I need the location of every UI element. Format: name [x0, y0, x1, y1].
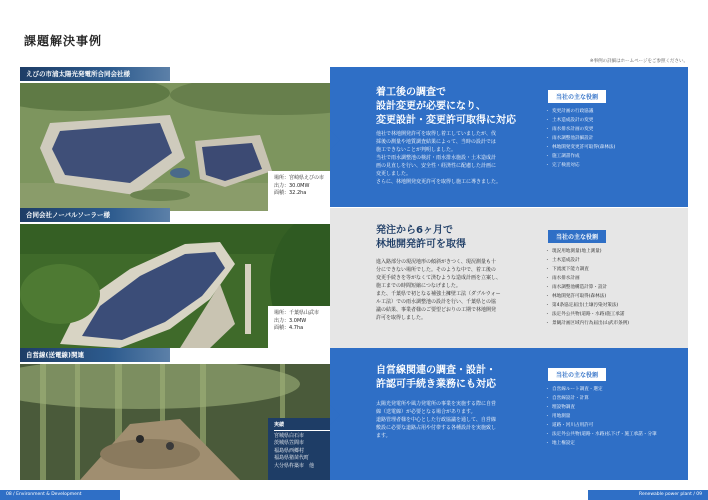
info-area: 面積：32.2ha [274, 190, 307, 196]
case2-roles [548, 224, 683, 328]
case1-body: 他社で林地開発許可を取得し着工していましたが、伐 採後の測量や地質調査結果によって、当時の設計では 施工できないことが判明しました。 当社で雨水調整池の検討・雨水排水施設・土木造成計 画の見直しを行い、安全性・経済性に配慮した計画に 変更しました。 さらに、林地開発変更許可を取得し施工に導きました。 [376, 131, 502, 185]
info-area: 面積：4.7ha [274, 325, 304, 331]
case-header: 合同会社ノーバルソーラー様 [20, 208, 170, 222]
case2-headline: 発注から6ヶ月で 林地開発許可を取得 [376, 225, 466, 250]
case3-roles [548, 362, 688, 448]
role-title: 当社の主な役割 [548, 90, 606, 103]
role-list: ・ 現況用地測量(地上測量) ・ 土木造成設計 ・ 下流流下能力調査 ・ 雨水排水計画 ・ 雨水調整池構造計算・設計 ・ 林地開発許可取得(森林法) ・ 第4条協定届出(土壌汚染対策法) ・ 法定外公共物(道路・水路)施工承諾 ・ 景観計画区域内行為届出(山武市条例) [548, 247, 683, 328]
aerial-photo-noval [20, 224, 348, 348]
footer-left: 08 / Environment & Development [0, 490, 120, 500]
case-header: えびの市浦太陽光発電所合同会社様 [20, 67, 170, 81]
info-location: 場所：千葉県山武市 [274, 310, 320, 316]
case3-body: 太陽光発電所や風力発電所の事業を実施する際に自営 線（送電線）が必要となる場合があります。 道路管理者様を中心とした行政協議を通して、自営線 敷設に必要な道路占用や付帯する各種設計を実施致し ます。 [376, 401, 497, 439]
info-location: 場所：宮崎県えびの市 [274, 175, 325, 181]
info-card: 実績 宮城県白石市 茨城県笠間市 福島県西郷村 福島県猪苗代町 大分県杵築市 他 [268, 418, 348, 480]
info-output: 出力：30.0MW [274, 182, 310, 189]
arrow-case1 [330, 130, 340, 150]
page-note: ※事例の詳細はホームページをご参照ください。 [589, 59, 688, 64]
role-list: ・ 変更計画の行政協議 ・ 土木造成設計の変更 ・ 雨水排水計画の変更 ・ 雨水調整池詳細設計 ・ 林地開発変更許可取得(森林法) ・ 施工調書作成 ・ 完了検査対応 [548, 107, 678, 170]
aerial-photo-ebino [20, 83, 348, 211]
info-title: 実績 [274, 422, 342, 431]
arrow-case3 [330, 405, 340, 425]
role-title: 当社の主な役割 [548, 230, 606, 243]
forest-work-photo [20, 364, 348, 480]
info-output: 出力：3.0MW [274, 317, 307, 324]
case2-body: 進入路部分の現況地形の傾斜がきつく、現況測量も十 分にできない場所でした。そのような中で、着工後の 変更手続きを等がなくて済むような造成計画を立案し、 施工までの時間短縮につなげました。 また、千葉県で初となる補強土擁壁工法（ダブルウォー ル工法）での雨水調整池の設計を行い、千葉県との協 議の結果、事業者様のご要望どおりの工期で林地開発 許可を取得しました。 [376, 259, 502, 321]
arrow-case2 [330, 270, 340, 290]
case3-headline: 自営線関連の調査・設計・ 許認可手続き業務にも対応 [376, 365, 496, 390]
page-title: 課題解決事例 [24, 34, 103, 48]
footer-right: Renewable power plant / 09 [588, 490, 708, 500]
case-header: 自営線(送電線)関連 [20, 348, 170, 362]
case1-roles [548, 84, 678, 170]
role-title: 当社の主な役割 [548, 368, 606, 381]
role-list: ・ 自営線ルート調査・選定 ・ 自営線設計・計算 ・ 埋設物調査 ・ 用地測量 ・ 道路・河川占用許可 ・ 法定外公共物(道路・水路)払下げ・施工承諾・分筆 ・ 地上権設定 [548, 385, 688, 448]
case1-headline: 着工後の調査で 設計変更が必要になり、 変更設計・変更許可取得に対応 [376, 87, 516, 126]
